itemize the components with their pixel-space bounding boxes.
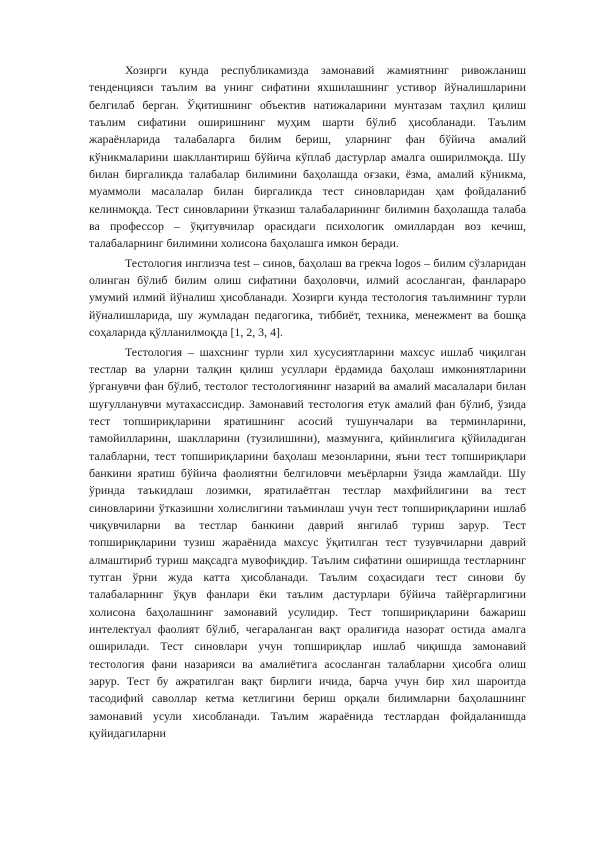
document-page <box>89 62 526 742</box>
paragraph-intro: Хозирги кунда республикамизда замонавий жамиятнинг ривожланиш тенденцияси таълим ва унинг сифатини яхшилашнинг устивор йўналишларини белгилаб берган. Ўқитишнинг объектив натижаларини мунтазам таҳлил қилиш таълим сифатини оширишнинг муҳим шарти бўлиб ҳисобланади. Таълим жараёнларида талабаларга билим бериш, уларнинг фан бўйича амалий кўникмаларини шакллантириш бўйича кўплаб дастурлар амалга оширилмоқда. Шу билан биргаликда талабалар билимини баҳолашда оғзаки, ёзма, амалий кўникма, муаммоли масалалар билан биргаликда тест синовларидан ҳам фойдаланиб келинмоқда. Тест синовларини ўтказиш талабаларининг билимин баҳолашда талаба ва профессор – ўқитувчилар орасидаги психологик омиллардан воз кечиш, талабаларнинг билимини холисона баҳолашга имкон беради. <box>89 63 526 251</box>
paragraph-testology-definition: Тестология инглизча test – синов, баҳолаш ва грекча logos – билим сўзларидан олинган бўлиб билим олиш сифатини баҳоловчи, илмий асосланган, фанлараро умумий илмий йўналиш ҳисобланади. Хозирги кунда тестология таълимнинг турли йўналишларида, шу жумладан педагогика, тиббиёт, техника, менежмент ва бошқа соҳаларида қўлланилмоқда [1, 2, 3, 4]. <box>89 255 526 340</box>
paragraph-testology-science: Тестология – шахснинг турли хил хусусиятларини махсус ишлаб чиқилган тестлар ва уларни талқин қилиш усуллари ёрдамида баҳолаш имкониятларини ўрганувчи фан бўлиб, тестолог тестологиянинг назарий ва амалий масалалари билан шуғулланувчи мутахассисдир. Замонавий тестология етук амалий фан бўлиб, ўзида тест топшириқларини яратишнинг асосий тушунчалари ва терминларини, тамойилларини, шаклларини (тузилишини), мазмунига, қийинлигига қўйиладиган талабларни, тест топшириқларини баҳолаш мезонларини, яъни тест топшириқлари банкини яратиш бўйича фаолиятни белгиловчи меъёрларни ўзида жамлайди. Шу ўринда таъкидлаш лозимки, яратилаётган тестлар махфийлигини ва тест синовларини ўтказишни холислигини таъминлаш учун тест топшириқларини ишлаб чиқувчиларни ва тестлар банкини даврий янгилаб туриш зарур. Тест топшириқларини тузиш жараёнида махсус ўқитилган тест тузувчиларни даврий алмаштириб туриш мақсадга мувофиқдир. Таълим сифатини оширишда тестларнинг тутган ўрни жуда катта ҳисобланади. Таълим соҳасидаги тест синови бу талабаларнинг ўқув фанлари ёки таълим дастурлари бўйича тайёргарлигини холисона баҳолашнинг замонавий усулидир. Тест топшириқларини бажариш интелектуал фаолият бўлиб, чегараланган вақт оралиғида назорат остида амалга оширилади. Тест синовлари учун топшириқлар ишлаб чиқишда замонавий тестология фани назарияси ва амалиётига асосланган талабларни ҳисобга олиш зарур. Тест бу ажратилган вақт бирлиги ичида, барча учун бир хил шароитда тасодифий саволлар кетма кетлигини бериш орқали билимларни баҳолашнинг замонавий усули хисобланади. Таълим жараёнида тестлардан фойдаланишда қуйидагиларни <box>89 344 526 741</box>
